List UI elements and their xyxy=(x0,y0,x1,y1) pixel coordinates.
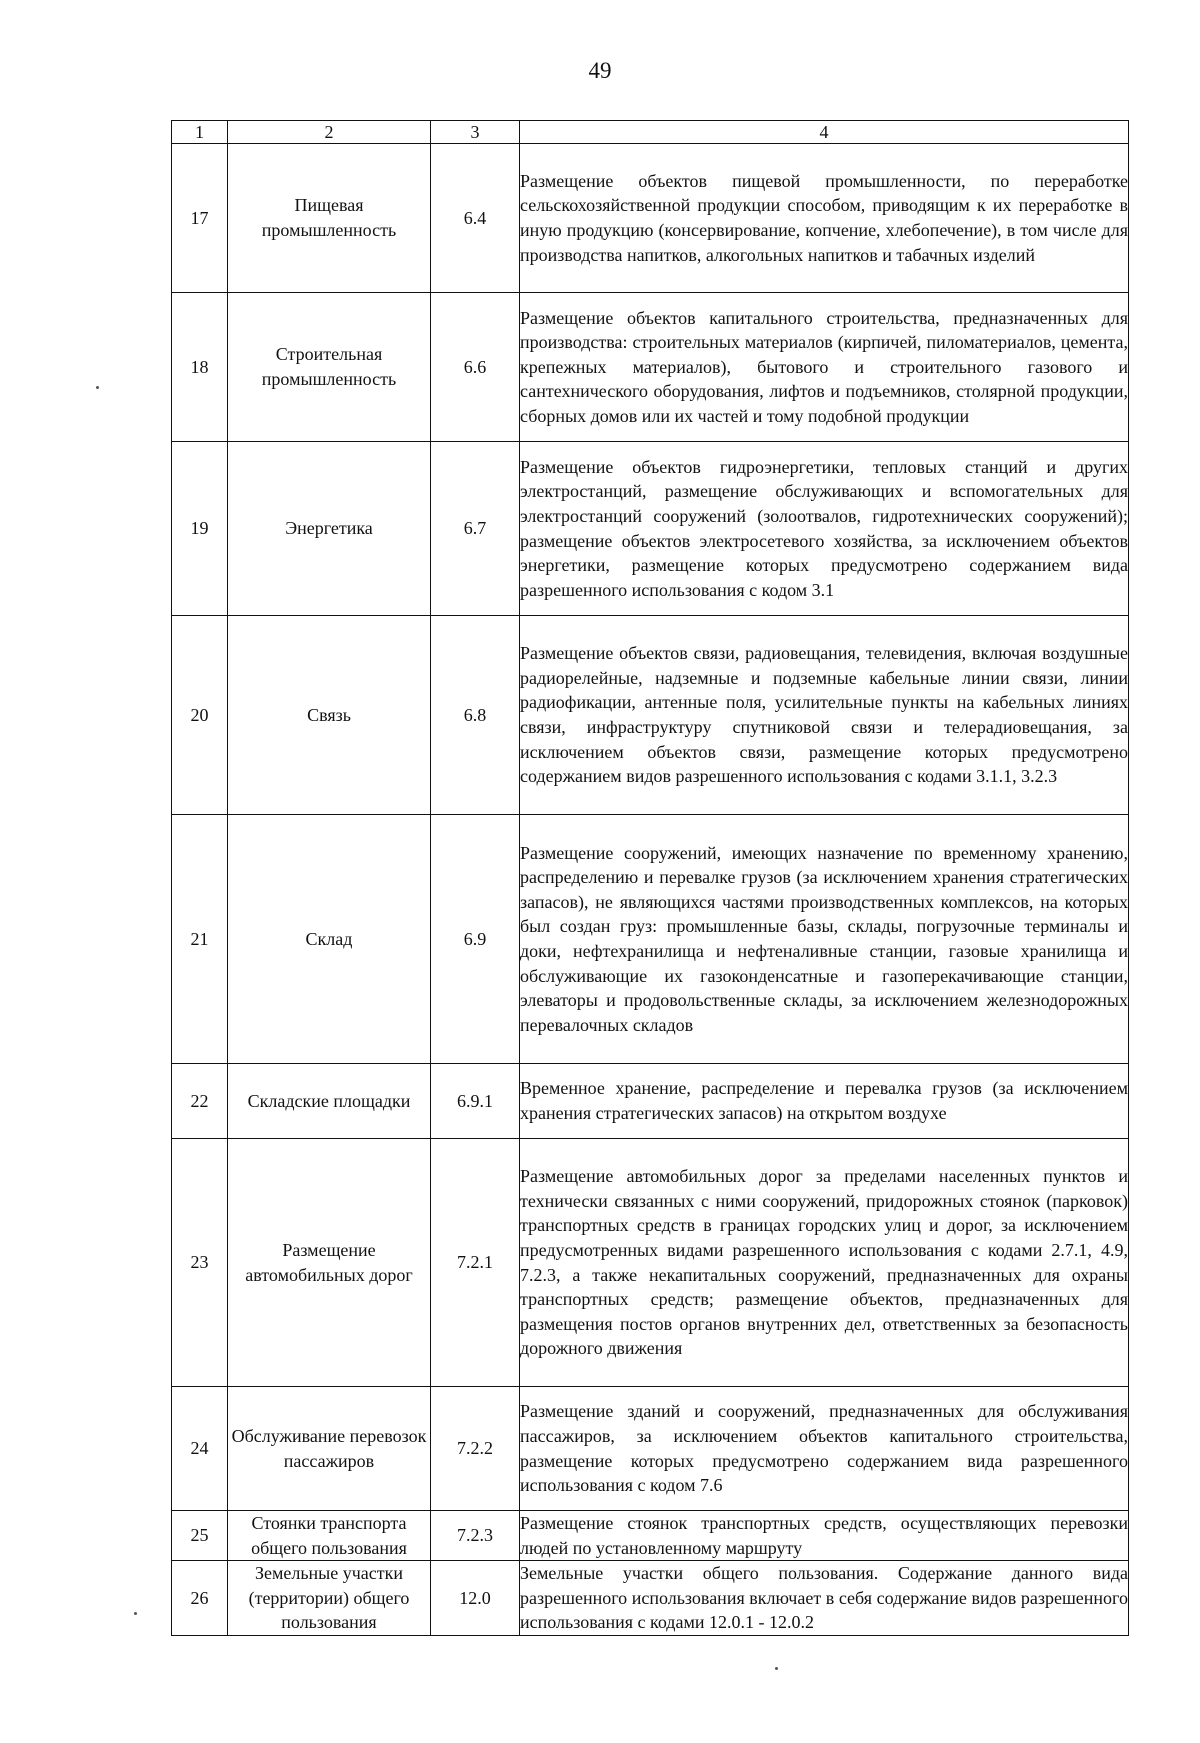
row-number: 21 xyxy=(172,815,228,1064)
table-row xyxy=(172,1064,1129,1139)
use-name: Размещение автомобильных дорог xyxy=(228,1139,431,1387)
scan-speck xyxy=(96,386,99,389)
use-code: 7.2.1 xyxy=(431,1139,520,1387)
use-description: Размещение стоянок транспортных средств, осуществляющих перевозки людей по установленному маршруту xyxy=(520,1511,1129,1561)
use-code: 6.7 xyxy=(431,442,520,616)
row-number: 24 xyxy=(172,1387,228,1511)
row-number: 25 xyxy=(172,1511,228,1561)
use-name: Пищевая промышленность xyxy=(228,144,431,293)
use-code: 6.6 xyxy=(431,293,520,442)
use-name: Склад xyxy=(228,815,431,1064)
use-description: Размещение объектов связи, радиовещания, телевидения, включая воздушные радиорелейные, надземные и подземные кабельные линии связи, линии радиофикации, антенные поля, усилительные пункты на кабельных линиях связи, инфраструктуру спутниковой связи и телерадиовещания, за исключением объектов связи, размещение которых предусмотрено содержанием видов разрешенного использования с кодами 3.1.1, 3.2.3 xyxy=(520,616,1129,815)
use-code: 6.9.1 xyxy=(431,1064,520,1139)
use-description: Размещение автомобильных дорог за пределами населенных пунктов и технически связанных с ними сооружений, придорожных стоянок (парковок) транспортных средств в границах городских улиц и дорог, за исключением предусмотренных видами разрешенного использования с кодами 2.7.1, 4.9, 7.2.3, а также некапитальных сооружений, предназначенных для охраны транспортных средств; размещение объектов, предназначенных для размещения постов органов внутренних дел, ответственных за безопасность дорожного движения xyxy=(520,1139,1129,1387)
use-name: Стоянки транспорта общего пользования xyxy=(228,1511,431,1561)
column-header: 4 xyxy=(520,121,1129,144)
use-description: Размещение сооружений, имеющих назначение по временному хранению, распределению и перевалке грузов (за исключением хранения стратегических запасов), не являющихся частями производственных комплексов, на которых был создан груз: промышленные базы, склады, погрузочные терминалы и доки, нефтехранилища и нефтеналивные станции, газовые хранилища и обслуживающие их газоконденсатные и газоперекачивающие станции, элеваторы и продовольственные склады, за исключением железнодорожных перевалочных складов xyxy=(520,815,1129,1064)
use-code: 12.0 xyxy=(431,1561,520,1636)
scan-speck xyxy=(775,1667,778,1670)
row-number: 22 xyxy=(172,1064,228,1139)
use-description: Земельные участки общего пользования. Содержание данного вида разрешенного использования включает в себя содержание видов разрешенного использования с кодами 12.0.1 - 12.0.2 xyxy=(520,1561,1129,1636)
row-number: 19 xyxy=(172,442,228,616)
table-row xyxy=(172,144,1129,293)
row-number: 18 xyxy=(172,293,228,442)
use-name: Энергетика xyxy=(228,442,431,616)
land-use-table xyxy=(171,120,1129,1636)
table-header-row xyxy=(172,121,1129,144)
use-description: Размещение объектов капитального строительства, предназначенных для производства: строительных материалов (кирпичей, пиломатериалов, цемента, крепежных материалов), бытового и строительного газового и сантехнического оборудования, лифтов и подъемников, столярной продукции, сборных домов или их частей и тому подобной продукции xyxy=(520,293,1129,442)
use-name: Обслуживание перевозок пассажиров xyxy=(228,1387,431,1511)
use-name: Складские площадки xyxy=(228,1064,431,1139)
table-row xyxy=(172,1561,1129,1636)
row-number: 20 xyxy=(172,616,228,815)
use-name: Земельные участки (территории) общего пользования xyxy=(228,1561,431,1636)
row-number: 26 xyxy=(172,1561,228,1636)
column-header: 3 xyxy=(431,121,520,144)
use-description: Размещение объектов гидроэнергетики, тепловых станций и других электростанций, размещение обслуживающих и вспомогательных для электростанций сооружений (золоотвалов, гидротехнических сооружений); размещение объектов электросетевого хозяйства, за исключением объектов энергетики, размещение которых предусмотрено содержанием вида разрешенного использования с кодом 3.1 xyxy=(520,442,1129,616)
use-name: Строительная промышленность xyxy=(228,293,431,442)
page-number: 49 xyxy=(588,58,612,83)
use-code: 7.2.2 xyxy=(431,1387,520,1511)
row-number: 23 xyxy=(172,1139,228,1387)
table-row xyxy=(172,616,1129,815)
table-row xyxy=(172,293,1129,442)
column-header: 2 xyxy=(228,121,431,144)
table-row xyxy=(172,815,1129,1064)
use-code: 6.9 xyxy=(431,815,520,1064)
use-code: 6.4 xyxy=(431,144,520,293)
use-description: Размещение объектов пищевой промышленности, по переработке сельскохозяйственной продукции способом, приводящим к их переработке в иную продукцию (консервирование, копчение, хлебопечение), в том числе для производства напитков, алкогольных напитков и табачных изделий xyxy=(520,144,1129,293)
use-description: Временное хранение, распределение и перевалка грузов (за исключением хранения стратегических запасов) на открытом воздухе xyxy=(520,1064,1129,1139)
table-row xyxy=(172,1139,1129,1387)
row-number: 17 xyxy=(172,144,228,293)
use-code: 6.8 xyxy=(431,616,520,815)
scan-speck xyxy=(134,1612,137,1615)
table-row xyxy=(172,1387,1129,1511)
table-row xyxy=(172,442,1129,616)
use-code: 7.2.3 xyxy=(431,1511,520,1561)
column-header: 1 xyxy=(172,121,228,144)
use-description: Размещение зданий и сооружений, предназначенных для обслуживания пассажиров, за исключением объектов капитального строительства, размещение которых предусмотрено содержанием вида разрешенного использования с кодом 7.6 xyxy=(520,1387,1129,1511)
use-name: Связь xyxy=(228,616,431,815)
table-row xyxy=(172,1511,1129,1561)
